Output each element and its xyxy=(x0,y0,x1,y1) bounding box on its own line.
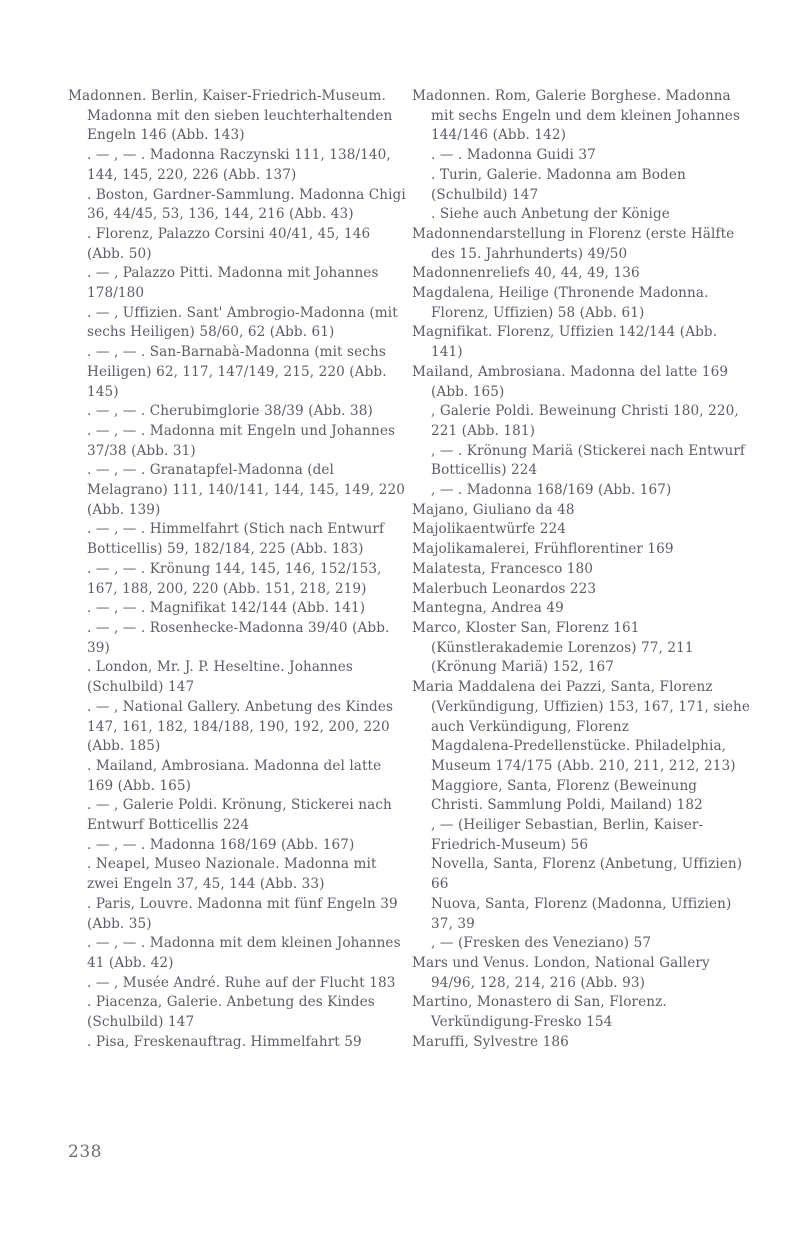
index-entry: (Künstlerakademie Lorenzos) 77, 211 xyxy=(431,639,694,656)
index-entry: . Florenz, Palazzo Corsini 40/41, 45, 146 (Abb. 50) xyxy=(87,225,371,262)
right-column xyxy=(412,87,750,1052)
index-entry: . — , — . Rosenhecke-Madonna 39/40 (Abb. 39) xyxy=(87,619,390,656)
index-entry: . — , — . Magnifikat 142/144 (Abb. 141) xyxy=(87,600,366,617)
index-entry: Magnifikat. Florenz, Uffizien 142/144 (Abb. 141) xyxy=(412,324,718,361)
index-entry: . Piacenza, Galerie. Anbetung des Kindes (Schulbild) 147 xyxy=(87,994,375,1031)
index-entry: , — (Fresken des Veneziano) 57 xyxy=(431,935,652,952)
index-entry: . Pisa, Freskenauftrag. Himmelfahrt 59 xyxy=(87,1033,362,1050)
index-entry: . London, Mr. J. P. Heseltine. Johannes (Schulbild) 147 xyxy=(87,659,353,696)
index-entry: . Paris, Louvre. Madonna mit fünf Engeln 39 (Abb. 35) xyxy=(87,895,398,932)
index-entry: , — (Heiliger Sebastian, Berlin, Kaiser-Friedrich-Museum) 56 xyxy=(431,817,704,853)
index-entry: . Neapel, Museo Nazionale. Madonna mit zwei Engeln 37, 45, 144 (Abb. 33) xyxy=(87,856,377,893)
index-entry: . Boston, Gardner-Sammlung. Madonna Chigi 36, 44/45, 53, 136, 144, 216 (Abb. 43) xyxy=(87,186,406,223)
index-entry: Majolikaentwürfe 224 xyxy=(412,521,566,538)
index-entry: . — , — . Cherubimglorie 38/39 (Abb. 38) xyxy=(87,403,373,420)
index-entry: Maria Maddalena dei Pazzi, Santa, Florenz (Verkündigung, Uffizien) 153, 167, 171, siehe auch Verkündigung, Florenz xyxy=(412,679,751,735)
index-entry: Malerbuch Leonardos 223 xyxy=(412,580,597,597)
index-entry: . — , — . Madonna 168/169 (Abb. 167) xyxy=(87,836,355,853)
index-entry: Novella, Santa, Florenz (Anbetung, Uffizien) 66 xyxy=(431,856,743,893)
index-entry: . Mailand, Ambrosiana. Madonna del latte 169 (Abb. 165) xyxy=(87,757,382,794)
index-entry: . — , Uffizien. Sant' Ambrogio-Madonna (mit sechs Heiligen) 58/60, 62 (Abb. 61) xyxy=(87,304,398,341)
index-entry: . — , — . Granatapfel-Madonna (del Melagrano) 111, 140/141, 144, 145, 149, 220 (Abb. 139) xyxy=(87,462,405,518)
index-entry: Madonnendarstellung in Florenz (erste Hälfte des 15. Jahrhunderts) 49/50 xyxy=(412,225,735,262)
index-entry: Martino, Monastero di San, Florenz. Verkündigung-Fresko 154 xyxy=(412,994,667,1031)
page-number: 238 xyxy=(68,1142,102,1162)
index-entry: Madonnenreliefs 40, 44, 49, 136 xyxy=(412,265,640,282)
index-entry: Maggiore, Santa, Florenz (Beweinung Christi. Sammlung Poldi, Mailand) 182 xyxy=(431,777,703,814)
index-entry: . — , Galerie Poldi. Krönung, Stickerei nach Entwurf Botticellis 224 xyxy=(87,797,392,834)
index-entry: . — , — . Himmelfahrt (Stich nach Entwurf Botticellis) 59, 182/184, 225 (Abb. 183) xyxy=(87,521,385,558)
index-entry: Magdalena-Predellenstücke. Philadelphia, Museum 174/175 (Abb. 210, 211, 212, 213) xyxy=(431,738,736,774)
index-entry: Madonnen. Rom, Galerie Borghese. Madonna mit sechs Engeln und dem kleinen Johannes 144/146 (Abb. 142) xyxy=(412,88,741,144)
index-entry: . — , — . Krönung 144, 145, 146, 152/153, 167, 188, 200, 220 (Abb. 151, 218, 219) xyxy=(87,560,382,597)
index-entry: . — , — . Madonna mit Engeln und Johannes 37/38 (Abb. 31) xyxy=(87,422,396,459)
index-entry: Majano, Giuliano da 48 xyxy=(412,501,575,518)
index-entry: Magdalena, Heilige (Thronende Madonna. Florenz, Uffizien) 58 (Abb. 61) xyxy=(412,285,709,321)
index-entry: . — , — . San-Barnabà-Madonna (mit sechs Heiligen) 62, 117, 147/149, 215, 220 (Abb. 145) xyxy=(87,344,387,400)
index-entry: Maruffi, Sylvestre 186 xyxy=(412,1033,569,1050)
index-entry: . — , Musée André. Ruhe auf der Flucht 183 xyxy=(87,974,396,991)
index-entry: Mantegna, Andrea 49 xyxy=(412,600,564,617)
index-entry: Malatesta, Francesco 180 xyxy=(412,560,594,577)
index-entry: Nuova, Santa, Florenz (Madonna, Uffizien) 37, 39 xyxy=(431,895,732,932)
index-entry: . Siehe auch Anbetung der Könige xyxy=(431,206,670,223)
index-entry: (Krönung Mariä) 152, 167 xyxy=(431,659,614,676)
index-entry: , — . Krönung Mariä (Stickerei nach Entwurf Botticellis) 224 xyxy=(431,442,746,479)
index-entry: Madonnen. Berlin, Kaiser-Friedrich-Museum. Madonna mit den sieben leuchterhaltenden Engeln 146 (Abb. 143) xyxy=(68,88,393,144)
index-entry: . — , National Gallery. Anbetung des Kindes 147, 161, 182, 184/188, 190, 192, 200, 220 (Abb. 185) xyxy=(87,698,394,755)
index-entry: , Galerie Poldi. Beweinung Christi 180, 220, 221 (Abb. 181) xyxy=(431,403,739,439)
index-entry: . Turin, Galerie. Madonna am Boden (Schulbild) 147 xyxy=(431,166,686,203)
index-entry: . — , — . Madonna Raczynski 111, 138/140, 144, 145, 220, 226 (Abb. 137) xyxy=(87,147,391,183)
index-entry: . — , Palazzo Pitti. Madonna mit Johannes 178/180 xyxy=(87,265,379,302)
index-entry: Mars und Venus. London, National Gallery 94/96, 128, 214, 216 (Abb. 93) xyxy=(412,954,710,991)
index-entry: Majolikamalerei, Frühflorentiner 169 xyxy=(412,541,674,558)
index-entry: . — . Madonna Guidi 37 xyxy=(431,147,596,164)
index-entry: Marco, Kloster San, Florenz 161 xyxy=(412,619,640,636)
index-entry: , — . Madonna 168/169 (Abb. 167) xyxy=(431,482,672,499)
left-column xyxy=(68,87,408,1052)
index-entry: . — , — . Madonna mit dem kleinen Johannes 41 (Abb. 42) xyxy=(87,935,401,971)
index-entry: Mailand, Ambrosiana. Madonna del latte 169 (Abb. 165) xyxy=(412,363,729,400)
